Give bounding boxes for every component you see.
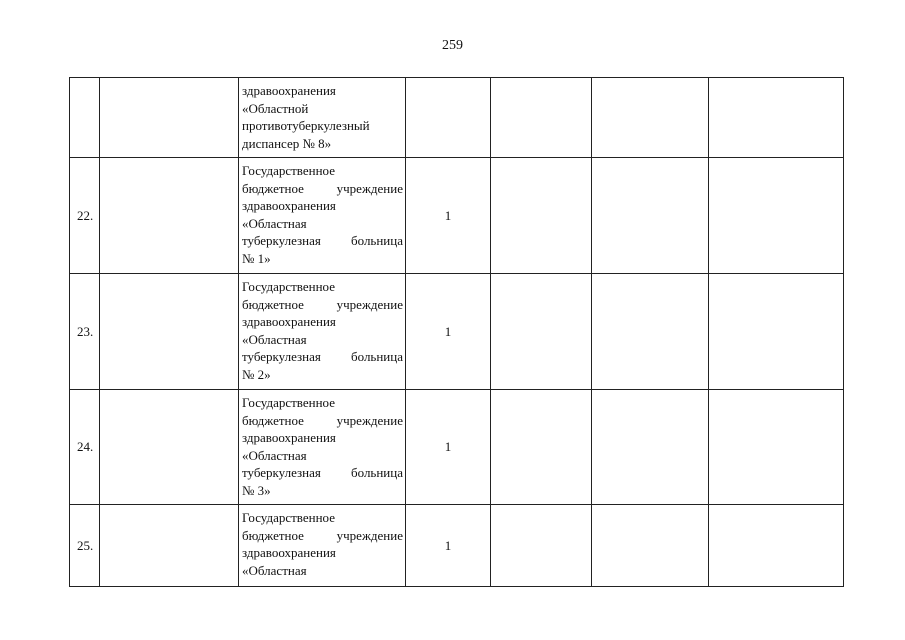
institution-name-cell [239,78,406,158]
quantity-cell: 1 [406,505,491,587]
name-line: здравоохранения [242,83,336,98]
quantity-cell [406,78,491,158]
name-line: «Областная [242,215,307,231]
name-line: туберкулезная больница [242,465,403,480]
empty-cell [491,274,592,390]
empty-cell [100,505,239,587]
page-number: 259 [442,38,463,53]
empty-cell [100,274,239,390]
name-line: здравоохранения [242,545,336,560]
empty-cell [709,158,844,274]
name-line: здравоохранения [242,198,336,213]
name-line: здравоохранения [242,314,336,329]
name-line: бюджетное учреждение [242,296,403,312]
empty-cell [491,505,592,587]
table-row [70,158,844,274]
name-line: Государственное [242,163,335,178]
institution-name-cell [239,505,406,587]
table-row [70,390,844,505]
quantity-cell: 1 [406,390,491,505]
empty-cell [592,505,709,587]
row-number-cell [70,78,100,158]
quantity-cell: 1 [406,274,491,390]
table-row [70,78,844,158]
name-line: бюджетное учреждение [242,527,403,543]
empty-cell [491,390,592,505]
name-line: «Областная [242,447,307,463]
name-line: Государственное [242,510,335,525]
name-line: противотуберкулезный [242,118,370,133]
document-table [69,77,844,587]
row-number-cell: 24. [70,390,100,505]
name-line: № 3» [242,482,271,498]
quantity-cell: 1 [406,158,491,274]
name-line: здравоохранения [242,430,336,445]
name-line: «Областной [242,100,309,116]
institution-name-cell [239,390,406,505]
name-line: «Областная [242,562,307,578]
empty-cell [709,274,844,390]
name-line: Государственное [242,279,335,294]
row-number-cell: 23. [70,274,100,390]
name-line: диспансер № 8» [242,135,332,151]
institution-name-cell [239,274,406,390]
empty-cell [491,78,592,158]
empty-cell [592,158,709,274]
empty-cell [491,158,592,274]
row-number-cell: 22. [70,158,100,274]
table-row [70,274,844,390]
empty-cell [592,78,709,158]
empty-cell [592,274,709,390]
table-row [70,505,844,587]
name-line: бюджетное учреждение [242,180,403,196]
name-line: Государственное [242,395,335,410]
empty-cell [100,390,239,505]
empty-cell [709,78,844,158]
name-line: бюджетное учреждение [242,412,403,428]
name-line: «Областная [242,331,307,347]
empty-cell [100,158,239,274]
empty-cell [709,390,844,505]
empty-cell [100,78,239,158]
name-line: № 2» [242,366,271,382]
empty-cell [592,390,709,505]
institution-name-cell [239,158,406,274]
empty-cell [709,505,844,587]
row-number-cell: 25. [70,505,100,587]
name-line: туберкулезная больница [242,233,403,248]
name-line: № 1» [242,250,271,266]
name-line: туберкулезная больница [242,349,403,364]
